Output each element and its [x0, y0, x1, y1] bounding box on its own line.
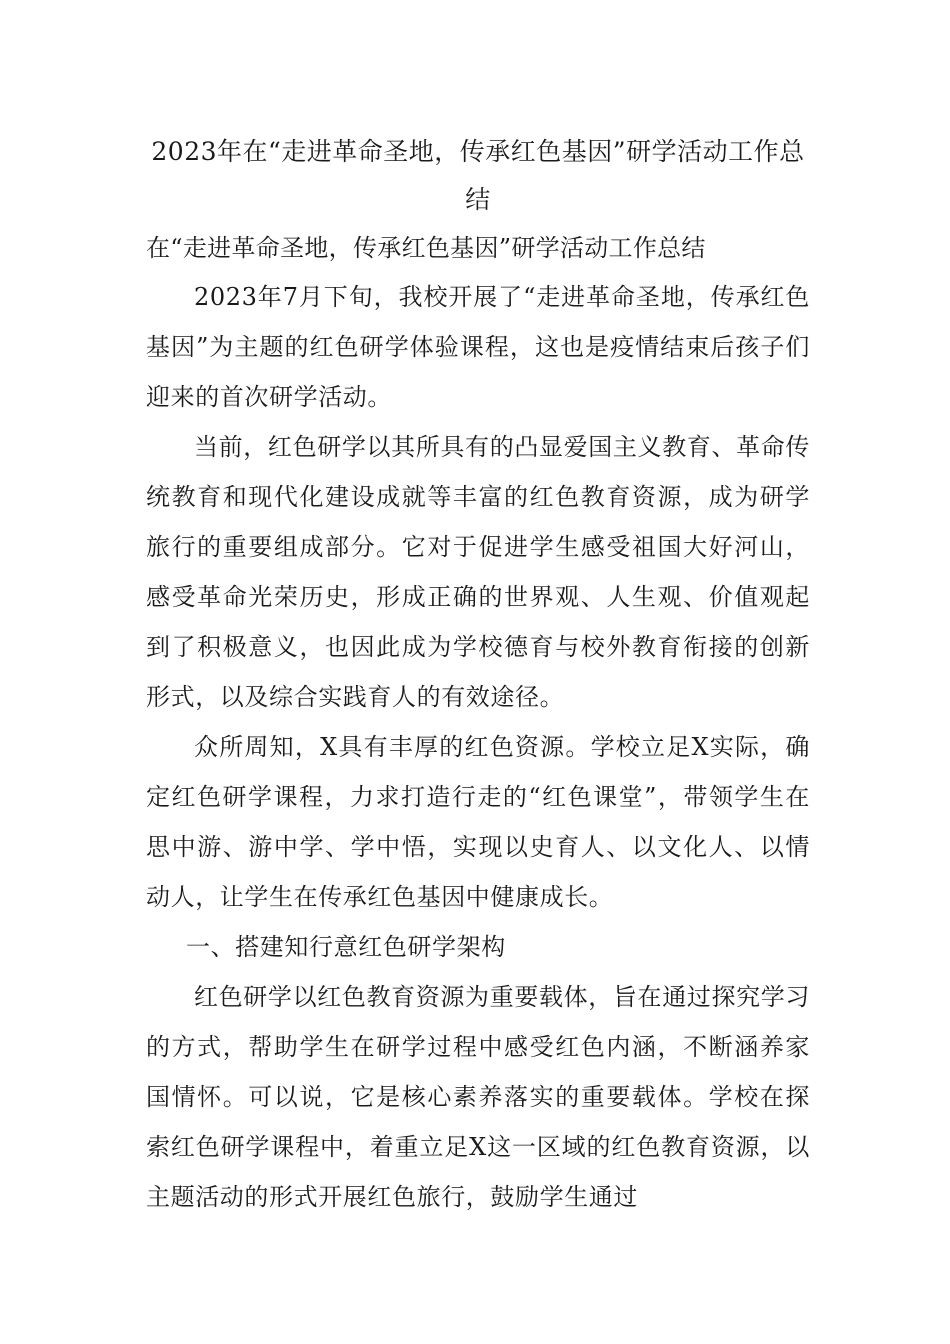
document-page: [146, 128, 810, 1222]
section-heading: 一、搭建知行意红色研学架构: [186, 933, 506, 961]
paragraph-section-body: 红色研学以红色教育资源为重要载体，旨在通过探究学习的方式，帮助学生在研学过程中感受红色内涵，不断涵养家国情怀。可以说，它是核心素养落实的重要载体。学校在探索红色研学课程中，着重立足X这一区域的红色教育资源，以主题活动的形式开展红色旅行，鼓励学生通过: [146, 983, 810, 1211]
paragraph-local-resources: 众所周知，X具有丰厚的红色资源。学校立足X实际，确定红色研学课程，力求打造行走的“红色课堂”，带领学生在思中游、游中学、学中悟，实现以史育人、以文化人、以情动人，让学生在传承红色基因中健康成长。: [146, 733, 810, 911]
paragraph-background: 当前，红色研学以其所具有的凸显爱国主义教育、革命传统教育和现代化建设成就等丰富的红色教育资源，成为研学旅行的重要组成部分。它对于促进学生感受祖国大好河山，感受革命光荣历史，形成正确的世界观、人生观、价值观起到了积极意义，也因此成为学校德育与校外教育衔接的创新形式，以及综合实践育人的有效途径。: [146, 433, 810, 711]
document-subtitle: 在“走进革命圣地，传承红色基因”研学活动工作总结: [146, 234, 706, 262]
document-title: 2023年在“走进革命圣地，传承红色基因”研学活动工作总结: [151, 137, 805, 214]
paragraph-intro: 2023年7月下旬，我校开展了“走进革命圣地，传承红色基因”为主题的红色研学体验课程，这也是疫情结束后孩子们迎来的首次研学活动。: [146, 283, 810, 411]
